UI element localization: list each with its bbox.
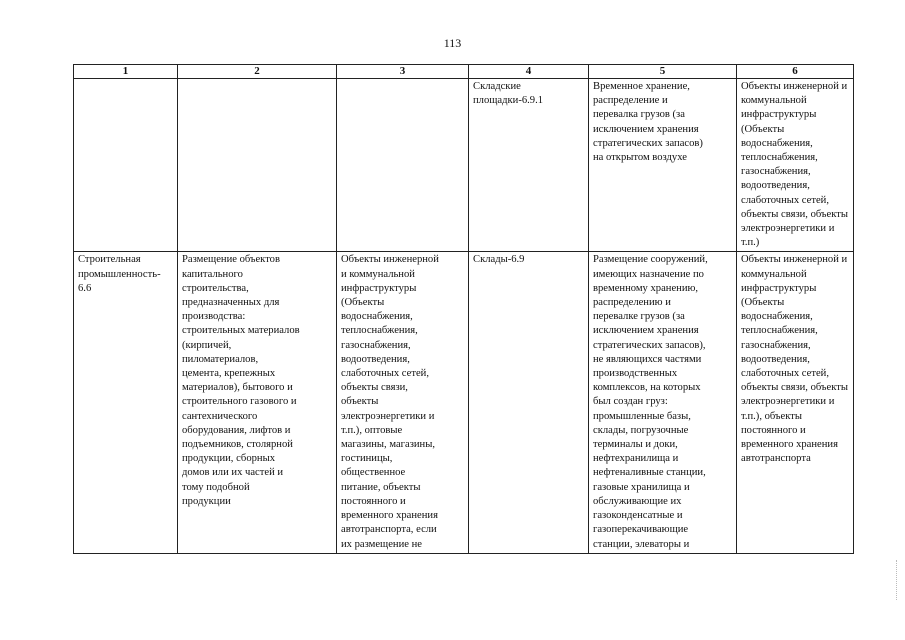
cell-text: Строительная промышленность- 6.6 (78, 254, 161, 294)
cell-text: Размещение сооружений, имеющих назначение по временному хранению, распределению и перевалке грузов (за исключением хранения стратегических запасов), не являющихся частями производственных комплексов, на которых был создан груз: промышленные базы, склады, погрузочные терминалы и доки, нефтехранилища и нефтеналивные станции, газовые хранилища и обслуживающие их газоконденсатные и газоперекачивающие станции, элеваторы и (593, 254, 708, 550)
table-row (74, 252, 854, 553)
table-cell (178, 252, 337, 553)
table-cell (337, 79, 469, 252)
table-row (74, 79, 854, 252)
column-header: 4 (469, 65, 589, 79)
table-cell (178, 79, 337, 252)
column-header: 6 (737, 65, 854, 79)
cell-text: Склады-6.9 (473, 254, 525, 266)
table-header-row (74, 65, 854, 79)
table-cell (337, 252, 469, 553)
table-cell (469, 79, 589, 252)
table-cell (74, 79, 178, 252)
cell-text: Складские площадки-6.9.1 (473, 81, 544, 107)
table-cell (74, 252, 178, 553)
column-header: 3 (337, 65, 469, 79)
table-cell (737, 252, 854, 553)
table-cell (737, 79, 854, 252)
scan-artifact (896, 560, 901, 600)
cell-text: Временное хранение, распределение и перевалка грузов (за исключением хранения стратегических запасов) на открытом воздухе (593, 81, 703, 164)
cell-text: Объекты инженерной и коммунальной инфраструктуры (Объекты водоснабжения, теплоснабжения, газоснабжения, водоотведения, слаботочных сетей, объекты связи, объекты электроэнергетики и т.п.) (741, 81, 848, 249)
table-cell (589, 252, 737, 553)
page-number: 113 (443, 36, 462, 50)
cell-text: Объекты инженерной и коммунальной инфраструктуры (Объекты водоснабжения, теплоснабжения, газоснабжения, водоотведения, слаботочных сетей, объекты связи, объекты электроэнергетики и т.п.), оптовые магазины, магазины, гостиницы, общественное питание, объекты постоянного и временного хранения автотранспорта, если их размещение не (341, 254, 439, 550)
table-cell (589, 79, 737, 252)
cell-text: Размещение объектов капитального строительства, предназначенных для производства: строительных материалов (кирпичей, пиломатериалов, цемента, крепежных материалов), бытового и строительного газового и сантехнического оборудования, лифтов и подъемников, столярной продукции, сборных домов или их частей и тому подобной продукции (182, 254, 300, 507)
column-header: 2 (178, 65, 337, 79)
cell-text: Объекты инженерной и коммунальной инфраструктуры (Объекты водоснабжения, теплоснабжения, газоснабжения, водоотведения, слаботочных сетей, объекты связи, объекты электроэнергетики и т.п.), объекты постоянного и временного хранения автотранспорта (741, 254, 848, 465)
table-cell (469, 252, 589, 553)
column-header: 1 (74, 65, 178, 79)
zoning-table (73, 64, 854, 554)
column-header: 5 (589, 65, 737, 79)
